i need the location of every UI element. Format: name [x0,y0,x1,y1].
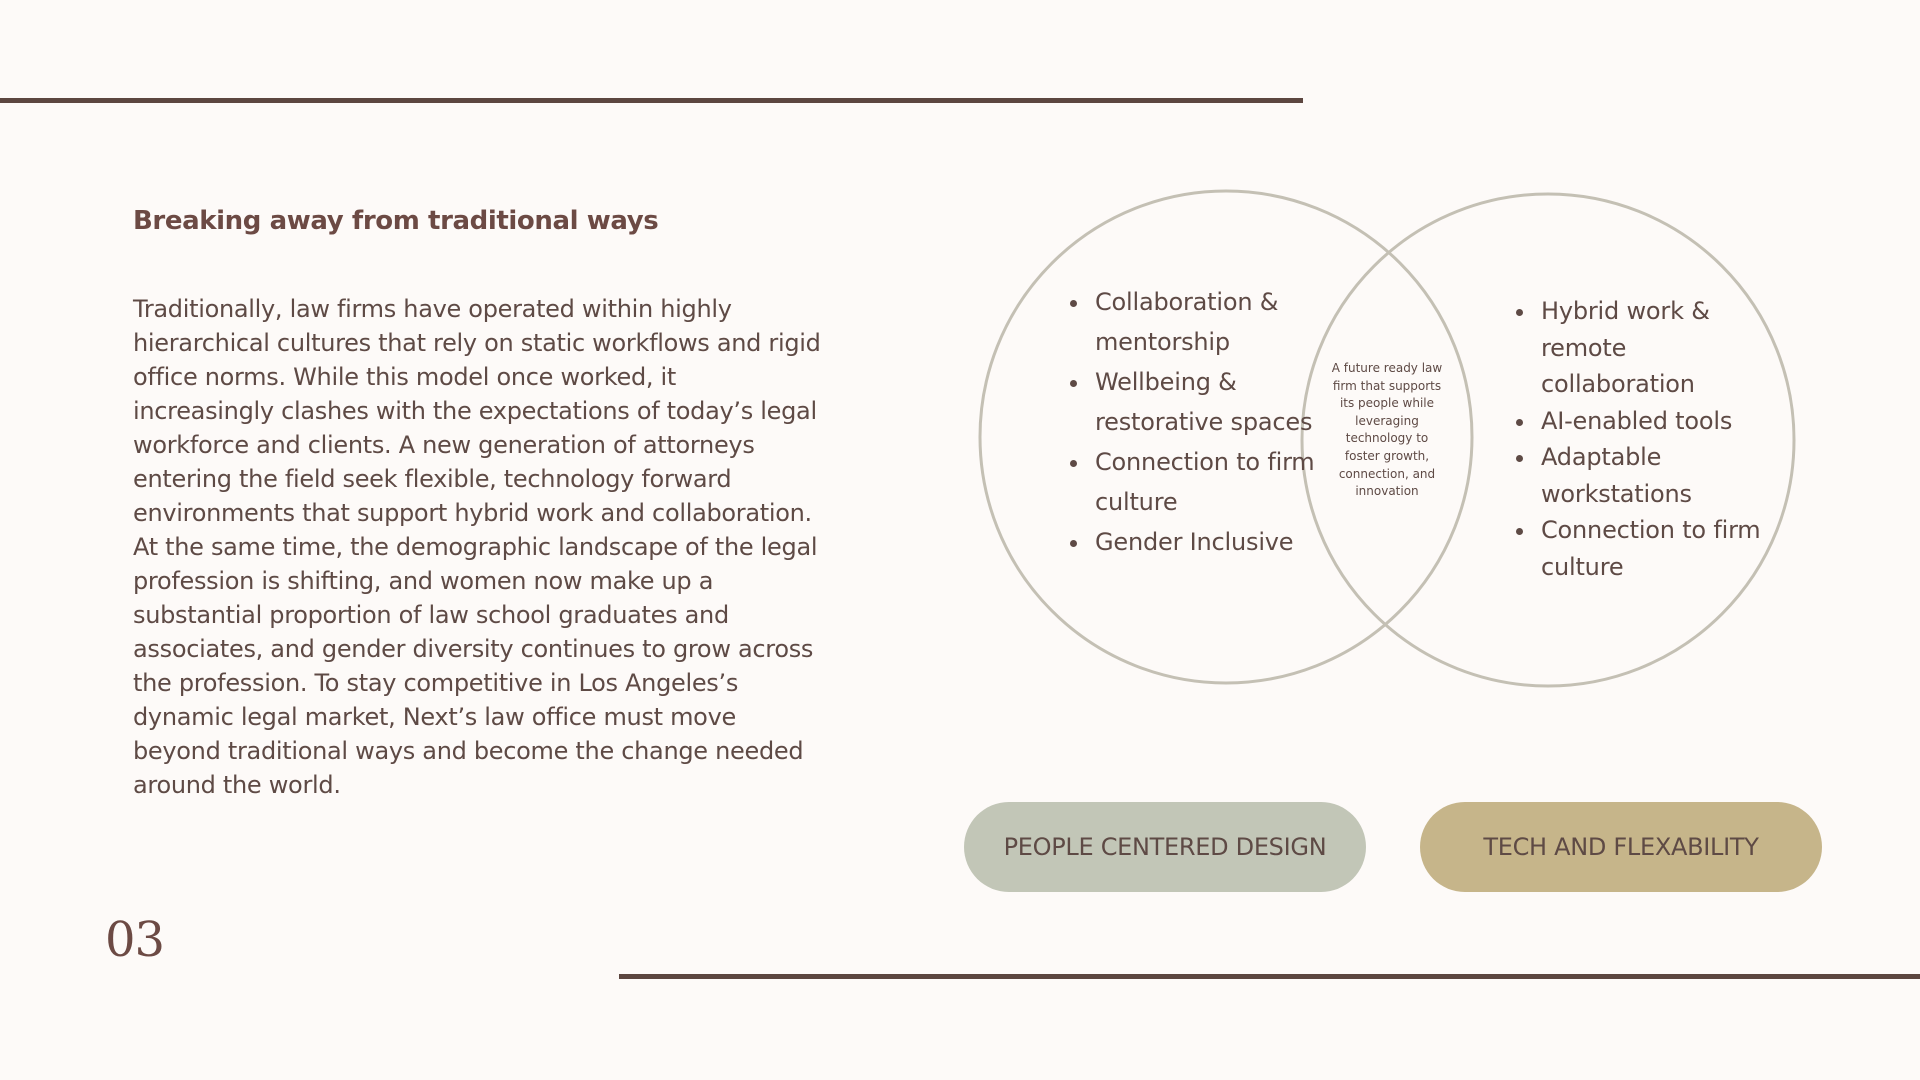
left-list-item: • Collaboration & mentorship [1091,282,1351,362]
left-list-item: • Gender Inclusive [1091,522,1351,562]
tech-and-flexability-label: TECH AND FLEXABILITY [1420,802,1822,892]
right-list-item: • Adaptable workstations [1537,439,1787,512]
right-list-item: • Connection to firm culture [1537,512,1787,585]
page-number: 03 [105,912,165,968]
intersection-text: A future ready law firm that supports its people while leveraging technology to foster growth, connection, and innovation [1331,361,1443,499]
people-centered-design-label: PEOPLE CENTERED DESIGN [964,802,1366,892]
left-list-item: • Connection to firm culture [1091,442,1351,522]
right-list-item: • AI-enabled tools [1537,403,1787,440]
left-list-item: • Wellbeing & restorative spaces [1091,362,1351,442]
body-paragraph: Traditionally, law firms have operated within highly hierarchical cultures that rely on static workflows and rigid office norms. While this model once worked, it increasingly clashes with the expectations of today’s legal workforce and clients. A new generation of attorneys entering the field seek flexible, technology forward environments that support hybrid work and collaboration. At the same time, the demographic landscape of the legal profession is shifting, and women now make up a substantial proportion of law school graduates and associates, and gender diversity continues to grow across the profession. To stay competitive in Los Angeles’s dynamic legal market, Next’s law office must move beyond traditional ways and become the change needed around the world. [133,295,821,799]
left-circle-list [1063,282,1351,562]
right-circle-list [1509,293,1787,585]
slide-heading: Breaking away from traditional ways [133,206,659,236]
right-list-item: • Hybrid work & remote collaboration [1537,293,1787,403]
bottom-divider-line [619,974,1920,979]
